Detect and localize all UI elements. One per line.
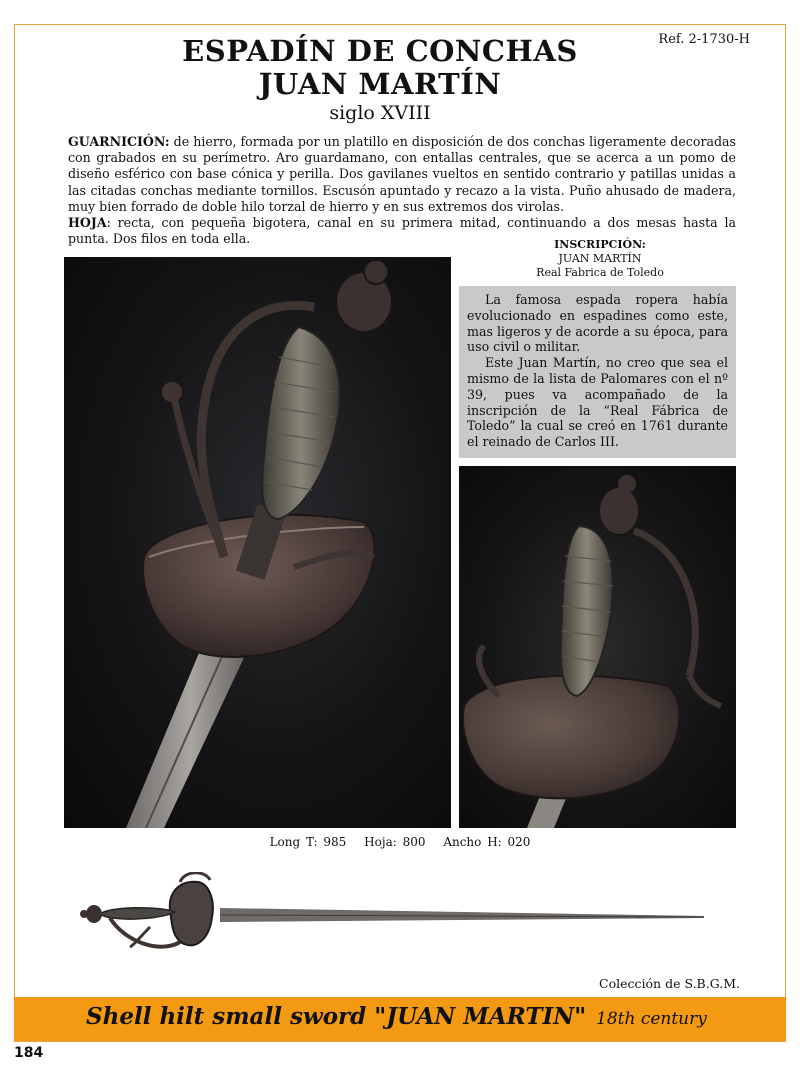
title-line-1: ESPADÍN DE CONCHAS xyxy=(182,34,578,68)
title-line-2: JUAN MARTÍN xyxy=(258,67,502,101)
hilt-photo-side xyxy=(459,466,736,828)
hilt-photo-main xyxy=(64,257,451,828)
hoja-text: : recta, con pequeña bigotera, canal en su primera mitad, continuando a dos mesas hasta la punta. Dos filos en toda ella. xyxy=(68,215,736,247)
english-title: Shell hilt small sword "JUAN MARTIN" xyxy=(86,1003,587,1030)
inscription-line-2: Real Fabrica de Toledo xyxy=(536,266,664,279)
full-sword-photo xyxy=(80,872,710,966)
page-number: 184 xyxy=(14,1045,44,1061)
blade-length: Hoja: 800 xyxy=(364,835,426,849)
guarnicion-label: GUARNICIÓN: xyxy=(68,134,170,149)
inscription-heading: INSCRIPCIÓN: xyxy=(554,238,646,251)
guarnicion-paragraph xyxy=(68,134,736,215)
english-century: 18th century xyxy=(596,1009,707,1029)
dimensions xyxy=(0,835,800,849)
description xyxy=(68,134,736,247)
reference-number: Ref. 2-1730-H xyxy=(658,32,750,47)
subtitle: siglo XVIII xyxy=(329,102,431,124)
full-sword-illustration xyxy=(80,872,710,962)
inscription-line-1: JUAN MARTÍN xyxy=(558,252,642,265)
hilt-illustration-main xyxy=(64,257,451,828)
guarnicion-text: de hierro, formada por un platillo en disposición de dos conchas ligeramente decoradas con grabados en su perímetro. Aro guardamano, con entallas centrales, que se acerca a un pomo de diseño esférico con base cónica y perilla. Dos gavilanes vueltos en sentido contrario y patillas unidas a las citadas conchas mediante tornillos. Escusón apuntado y recazo a la vista. Puño ahusado de madera, muy bien forrado de doble hilo torzal de hierro y en sus extremos dos virolas. xyxy=(68,134,736,214)
collection-credit: Colección de S.B.G.M. xyxy=(599,976,740,991)
hoja-label: HOJA xyxy=(68,215,107,231)
blade-width: Ancho H: 020 xyxy=(443,835,531,849)
note-box xyxy=(459,286,736,458)
hilt-illustration-side xyxy=(459,466,736,828)
length-total: Long T: 985 xyxy=(269,835,347,849)
note-paragraph-2: Este Juan Martín, no creo que sea el mismo de la lista de Palomares con el nº 39, pues va acompañado de la inscripción de la “Real Fábrica de Toledo” la cual se creó en 1761 durante el reinado de Carlos III. xyxy=(467,355,728,450)
note-paragraph-1: La famosa espada ropera había evolucionado en espadines como este, mas ligeros y de acorde a su época, para uso civil o militar. xyxy=(467,292,728,355)
